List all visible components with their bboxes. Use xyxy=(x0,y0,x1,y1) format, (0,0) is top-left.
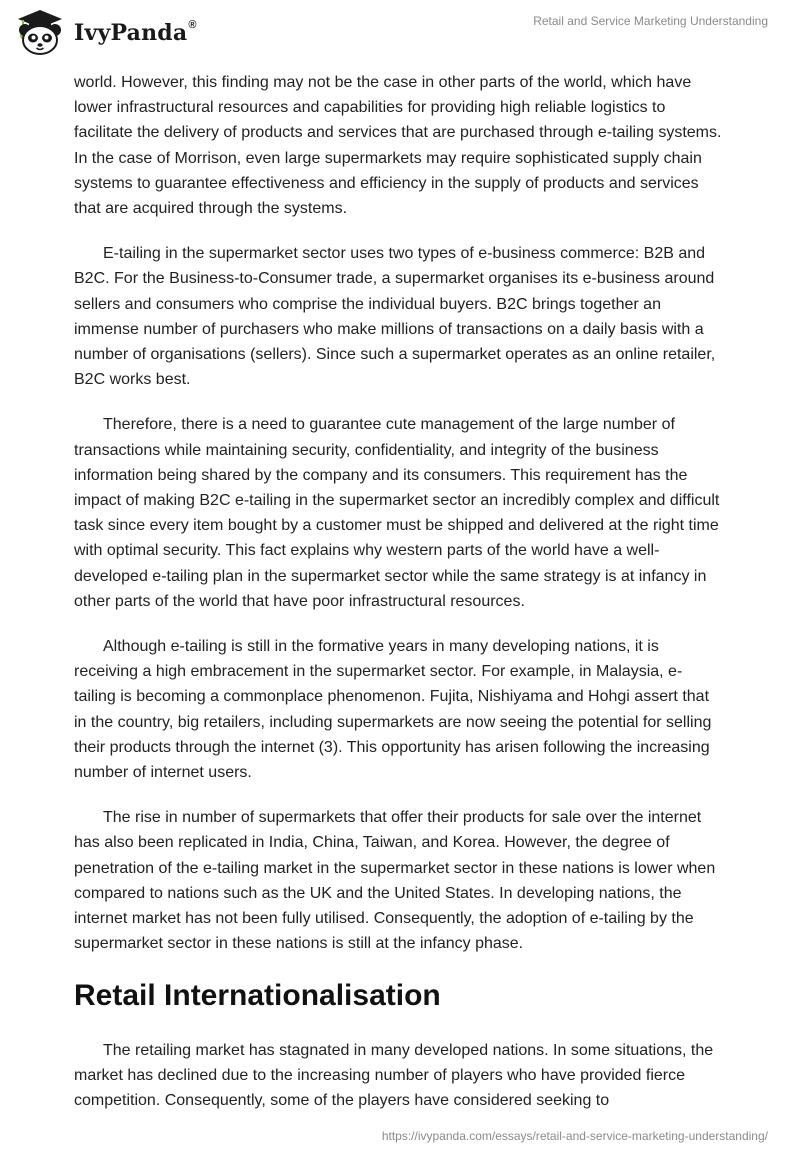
essay-body xyxy=(74,70,724,1133)
paragraph: Therefore, there is a need to guarantee cute management of the large number of transactions while maintaining security, confidentiality, and integrity of the business information being shared by the company and its consumers. This requirement has the impact of making B2C e-tailing in the supermarket sector an incredibly complex and difficult task since every item bought by a customer must be shipped and delivered at the right time with optimal security. This fact explains why western parts of the world have a well-developed e-tailing plan in the supermarket sector while the same strategy is at infancy in other parts of the world that have poor infrastructural resources. xyxy=(74,416,720,610)
paragraph: world. However, this finding may not be the case in other parts of the world, which have lower infrastructural resources and capabilities for providing high reliable logistics to facilitate the delivery of products and services that are purchased through e-tailing systems. In the case of Morrison, even large supermarkets may require sophisticated supply chain systems to guarantee effectiveness and efficiency in the supply of products and services that are acquired through the systems. xyxy=(74,74,722,218)
page-header xyxy=(0,0,800,70)
document-title: Retail and Service Marketing Understanding xyxy=(533,14,768,28)
brand-logo[interactable] xyxy=(14,7,197,57)
paragraph: The rise in number of supermarkets that offer their products for sale over the internet has also been replicated in India, China, Taiwan, and Korea. However, the degree of penetration of the e-tailing market in the supermarket sector in these nations is lower when compared to nations such as the UK and the United States. In developing nations, the internet market has not been fully utilised. Consequently, the adoption of e-tailing by the supermarket sector in these nations is still at the infancy phase. xyxy=(74,809,716,953)
paragraph: The retailing market has stagnated in many developed nations. In some situations, the market has declined due to the increasing number of players who have provided fierce competition. Consequently, some of the players have considered seeking to xyxy=(74,1041,714,1109)
panda-graduate-logo-icon xyxy=(14,8,66,56)
brand-name: IvyPanda® xyxy=(74,18,197,46)
paragraph: Although e-tailing is still in the formative years in many developing nations, it is receiving a high embracement in the supermarket sector. For example, in Malaysia, e-tailing is becoming a commonplace phenomenon. Fujita, Nishiyama and Hohgi assert that in the country, big retailers, including supermarkets are now seeing the potential for selling their products through the internet (3). This opportunity has arisen following the increasing number of internet users. xyxy=(74,638,712,782)
source-url[interactable]: https://ivypanda.com/essays/retail-and-service-marketing-understanding/ xyxy=(381,1129,768,1143)
section-heading: Retail Internationalisation xyxy=(74,978,441,1012)
paragraph: E-tailing in the supermarket sector uses two types of e-business commerce: B2B and B2C. For the Business-to-Consumer trade, a supermarket organises its e-business around sellers and consumers who comprise the individual buyers. B2C brings together an immense number of purchasers who make millions of transactions on a daily basis with a number of organisations (sellers). Since such a supermarket operates as an online retailer, B2C works best. xyxy=(74,245,716,389)
